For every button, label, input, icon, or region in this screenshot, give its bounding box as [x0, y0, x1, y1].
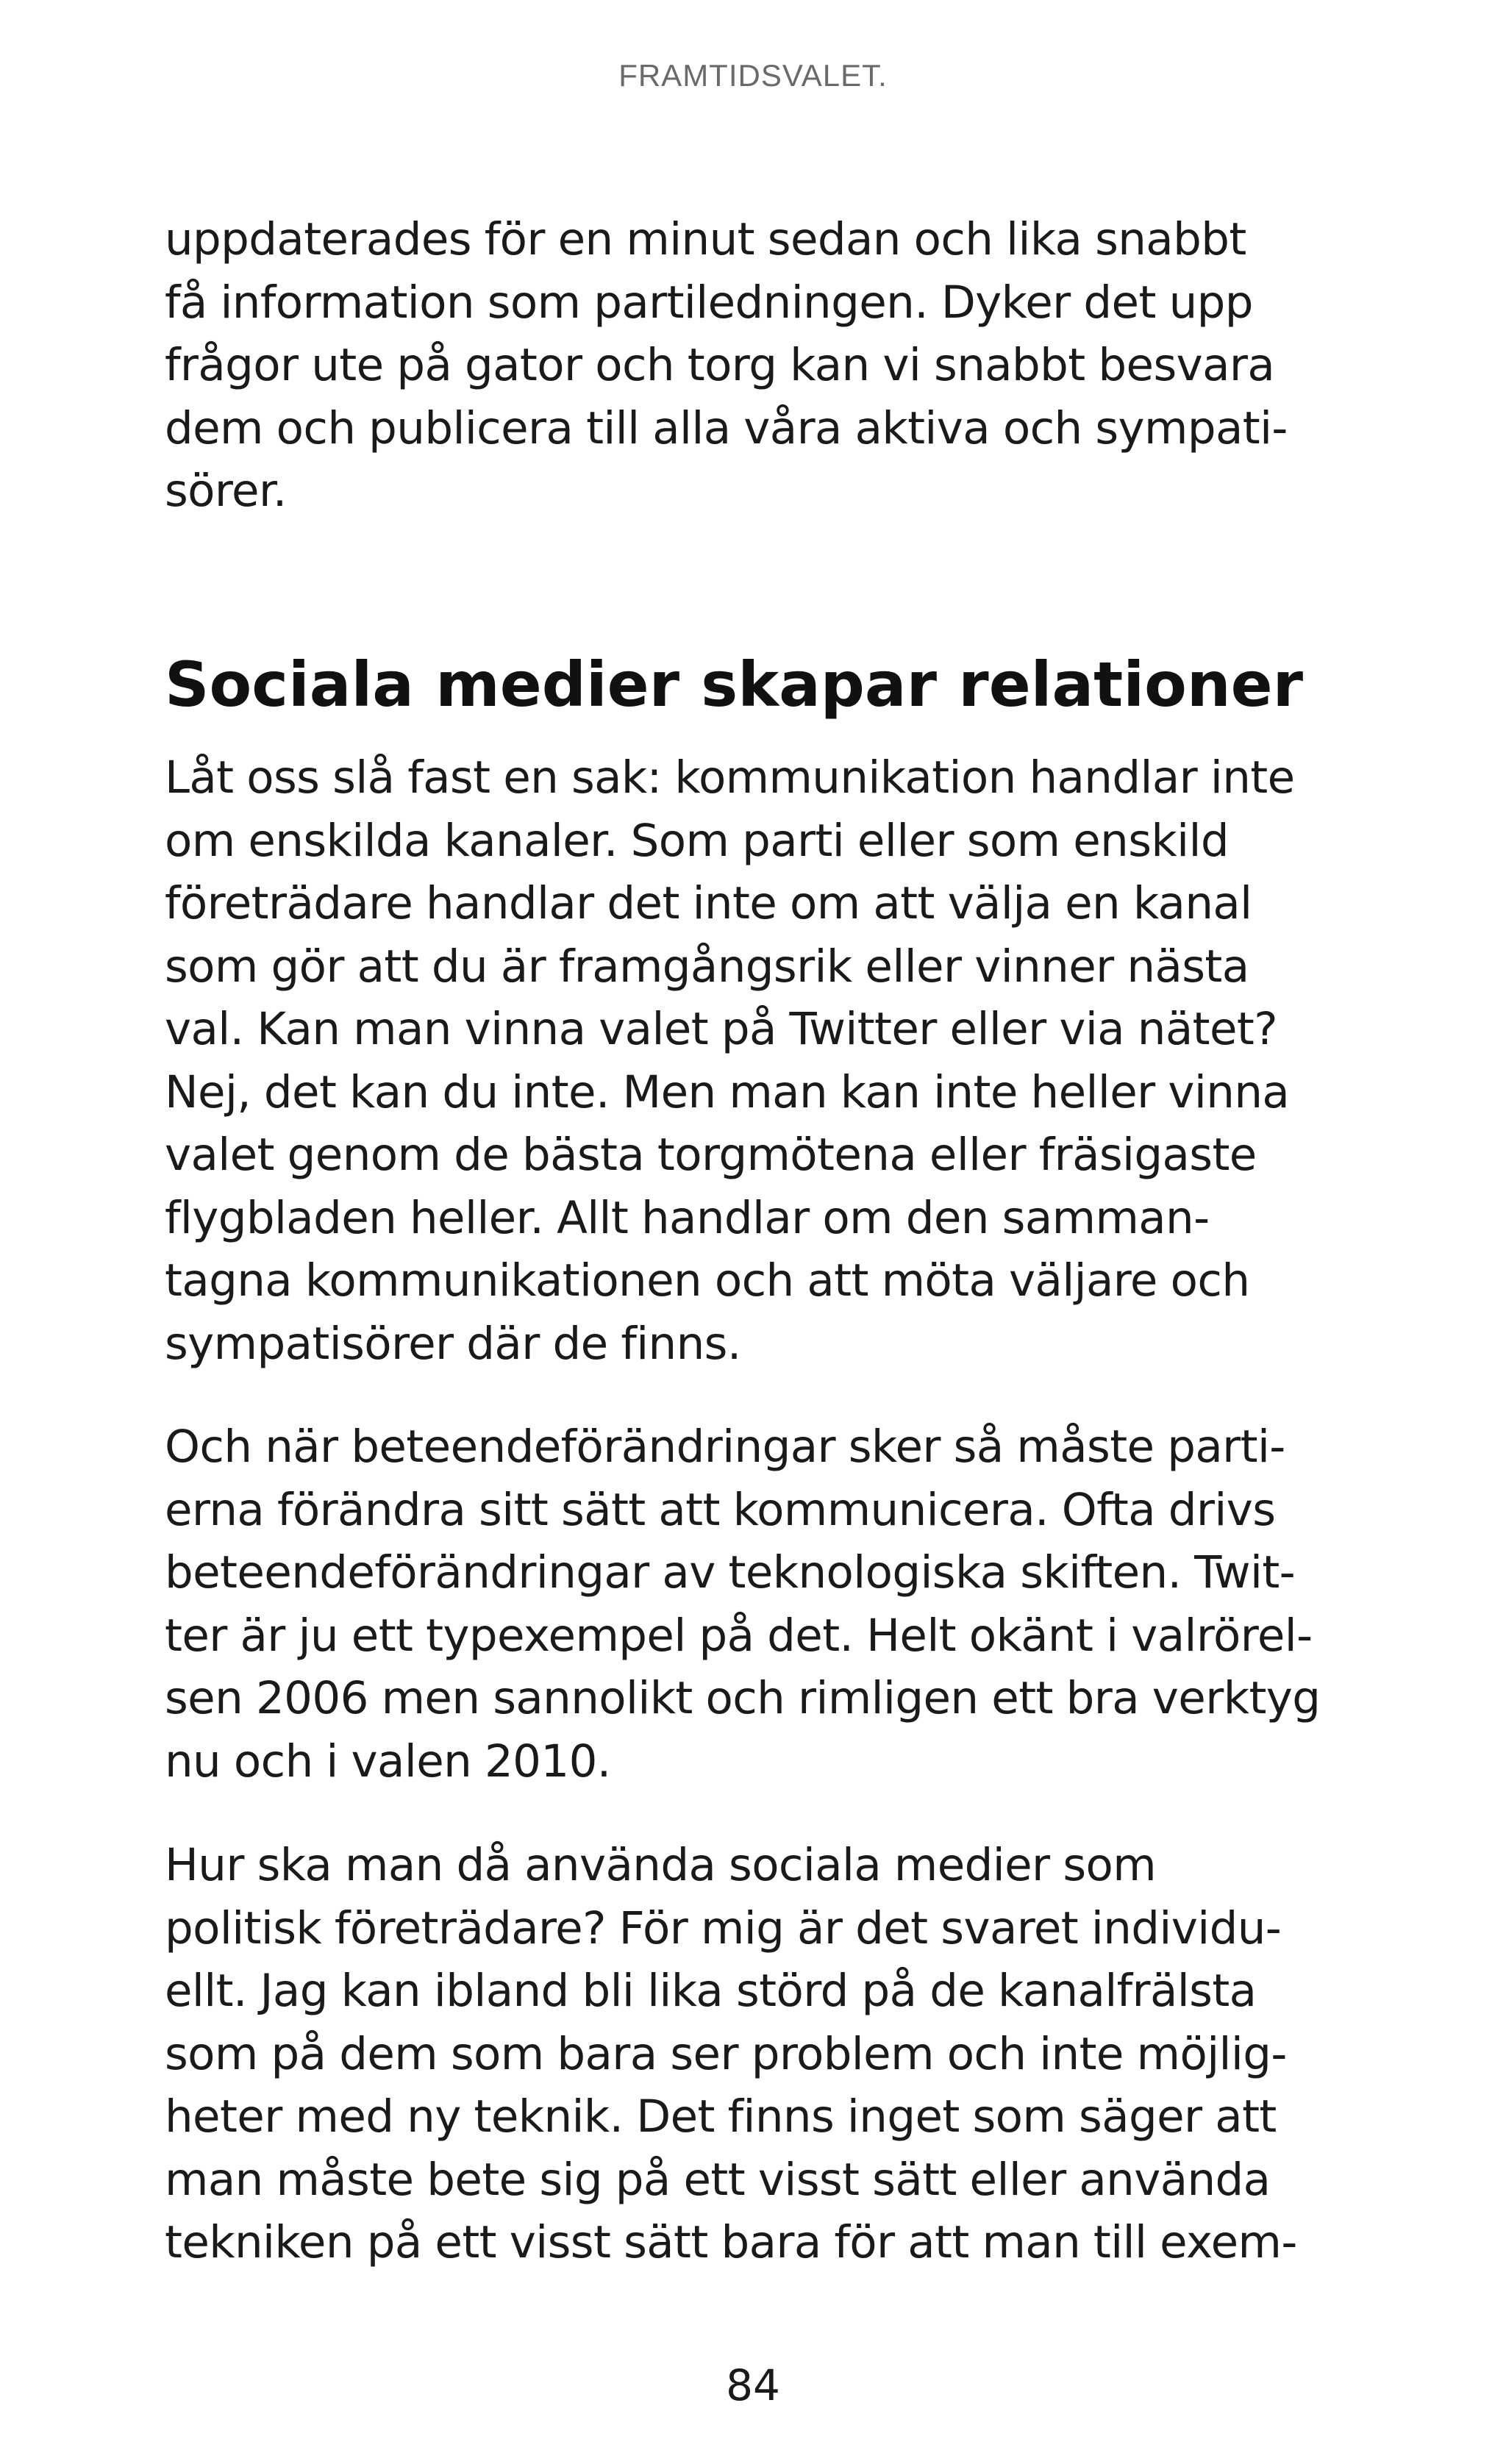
text-line: Och när beteendeförändringar sker så måste parti- — [165, 1421, 1285, 1473]
running-header: FRAMTIDSVALET. — [618, 58, 888, 93]
text-line: sen 2006 men sannolikt och rimligen ett bra verktyg — [165, 1672, 1321, 1724]
text-line: om enskilda kanaler. Som parti eller som enskild — [165, 814, 1229, 867]
text-line: nu och i valen 2010. — [165, 1735, 611, 1788]
section-heading: Sociala medier skapar relationer — [165, 649, 1304, 721]
text-line: som gör att du är framgångsrik eller vinner nästa — [165, 940, 1249, 993]
text-line: sörer. — [165, 465, 287, 517]
text-line: sympatisörer där de finns. — [165, 1317, 741, 1370]
text-line: erna förändra sitt sätt att kommunicera. Ofta drivs — [165, 1483, 1276, 1536]
text-line: val. Kan man vinna valet på Twitter eller via nätet? — [165, 1003, 1277, 1055]
intro-paragraph — [165, 208, 1288, 523]
text-line: företrädare handlar det inte om att välja en kanal — [165, 877, 1252, 929]
text-line: flygbladen heller. Allt handlar om den samman- — [165, 1191, 1210, 1244]
text-line: valet genom de bästa torgmötena eller fräsigaste — [165, 1129, 1257, 1181]
text-line: ter är ju ett typexempel på det. Helt okänt i valrörel- — [165, 1609, 1313, 1662]
text-line: Nej, det kan du inte. Men man kan inte heller vinna — [165, 1065, 1290, 1118]
text-line: frågor ute på gator och torg kan vi snabbt besvara — [165, 339, 1275, 391]
paragraph-3 — [165, 1834, 1297, 2274]
text-line: beteendeförändringar av teknologiska skiften. Twit- — [165, 1546, 1296, 1599]
paragraph-2 — [165, 1415, 1321, 1793]
text-line: tagna kommunikationen och att möta väljare och — [165, 1254, 1250, 1307]
text-line: tekniken på ett visst sätt bara för att man till exem- — [165, 2216, 1297, 2268]
text-line: politisk företrädare? För mig är det svaret individu- — [165, 1901, 1282, 1954]
text-line: heter med ny teknik. Det finns inget som säger att — [165, 2090, 1277, 2143]
text-line: dem och publicera till alla våra aktiva och sympati- — [165, 401, 1288, 454]
text-line: Låt oss slå fast en sak: kommunikation handlar inte — [165, 751, 1295, 804]
text-line: få information som partiledningen. Dyker det upp — [165, 276, 1253, 329]
text-line: uppdaterades för en minut sedan och lika snabbt — [165, 213, 1246, 265]
page-number: 84 — [726, 2360, 780, 2410]
paragraph-1 — [165, 746, 1295, 1375]
text-line: som på dem som bara ser problem och inte möjlig- — [165, 2027, 1287, 2080]
text-line: Hur ska man då använda sociala medier som — [165, 1839, 1157, 1891]
text-line: man måste bete sig på ett visst sätt eller använda — [165, 2153, 1271, 2206]
text-line: ellt. Jag kan ibland bli lika störd på de kanalfrälsta — [165, 1965, 1257, 2017]
